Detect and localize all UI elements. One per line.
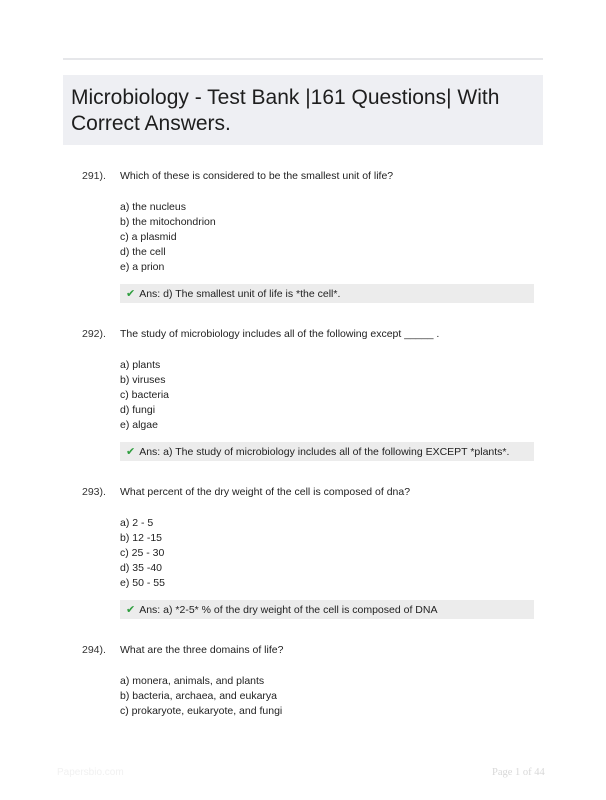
option: e) 50 - 55 <box>120 577 165 589</box>
answer-text: Ans: a) *2-5* % of the dry weight of the cell is composed of DNA <box>139 603 438 616</box>
option: c) 25 - 30 <box>120 547 165 559</box>
question-text: The study of microbiology includes all of the following except _____ . <box>120 328 440 340</box>
question-number: 291). <box>82 170 106 182</box>
question-number: 293). <box>82 486 106 498</box>
question-text: What percent of the dry weight of the cell is composed of dna? <box>120 486 411 498</box>
option: a) monera, animals, and plants <box>120 675 265 687</box>
options-list <box>120 674 282 719</box>
answer-box <box>120 442 534 461</box>
option: a) the nucleus <box>120 201 186 213</box>
option: e) a prion <box>120 261 165 273</box>
options-list <box>120 358 169 433</box>
options-list <box>120 200 216 275</box>
option: d) 35 -40 <box>120 562 163 574</box>
option: c) bacteria <box>120 389 170 401</box>
option: b) viruses <box>120 374 166 386</box>
option: b) bacteria, archaea, and eukarya <box>120 690 278 702</box>
answer-text: Ans: a) The study of microbiology includes all of the following EXCEPT *plants*. <box>139 445 510 458</box>
option: c) prokaryote, eukaryote, and fungi <box>120 705 283 717</box>
option: a) plants <box>120 359 161 371</box>
question-number: 294). <box>82 644 106 656</box>
option: b) the mitochondrion <box>120 216 216 228</box>
page-title: Microbiology - Test Bank |161 Questions| With Correct Answers. <box>71 86 500 135</box>
question-number: 292). <box>82 328 106 340</box>
check-icon: ✔ <box>126 604 136 616</box>
answer-box <box>120 600 534 619</box>
question-text: Which of these is considered to be the smallest unit of life? <box>120 170 394 182</box>
answer-box <box>120 284 534 303</box>
option: d) the cell <box>120 246 166 258</box>
option: d) fungi <box>120 404 156 416</box>
page-indicator: Page 1 of 44 <box>492 767 545 778</box>
footer-site: Papersbio.com <box>57 767 124 778</box>
top-divider <box>63 58 543 60</box>
option: a) 2 - 5 <box>120 517 154 529</box>
option: e) algae <box>120 419 158 431</box>
options-list <box>120 516 165 591</box>
check-icon: ✔ <box>126 288 136 300</box>
answer-text: Ans: d) The smallest unit of life is *the cell*. <box>139 287 341 300</box>
option: b) 12 -15 <box>120 532 163 544</box>
question-text: What are the three domains of life? <box>120 644 284 656</box>
title-banner <box>63 75 543 145</box>
option: c) a plasmid <box>120 231 177 243</box>
check-icon: ✔ <box>126 446 136 458</box>
